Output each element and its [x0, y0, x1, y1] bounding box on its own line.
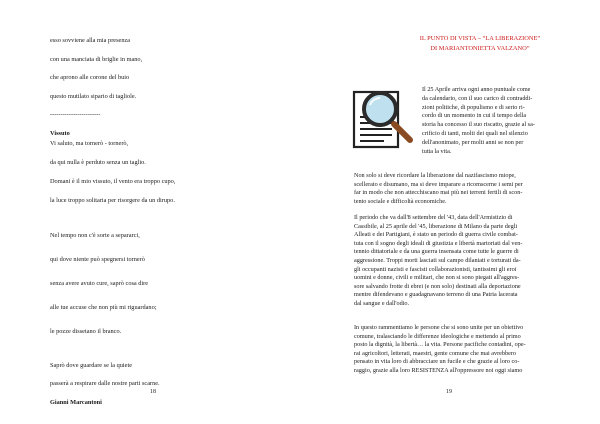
poem-line: questo mutilato sipario di tagliole.: [50, 92, 137, 100]
text-line: tento sociale e difficoltà economiche.: [354, 197, 447, 205]
text-line: uomini e donne, civili e militari, che non si sono piegati all'aggres-: [354, 274, 520, 282]
page-number-left: 18: [150, 389, 156, 395]
poem-line: Vi saluto, ma tornerò - tornerò,: [50, 139, 129, 147]
text-line: crificio di tanti, molti dei quali nel silenzio: [422, 129, 528, 137]
poem-line: qui dove niente può spegnersi tornerò: [50, 255, 145, 263]
poem-line: che aprono alle corone del buio: [50, 74, 130, 81]
poem-column: [50, 36, 290, 407]
poem-line: Nel tempo non c'è sorte a separarci,: [50, 231, 140, 239]
text-line: Il periodo che va dall'8 settembre del '43, data dell'Armistizio di: [354, 214, 513, 221]
right-page: [300, 0, 600, 424]
text-line: mentre difendevano e guadagnavano terreno di una Patria lacerata: [354, 291, 518, 299]
article-header-author: DI MARIANTONIETTA VALZANO”: [430, 45, 530, 52]
text-line: In questo rammentiamo le persone che si sono unite per un obiettivo: [354, 324, 524, 331]
article-paragraph-3: [354, 324, 568, 376]
article-paragraph-1: [354, 172, 568, 206]
text-line: storia ha concesso il suo riscatto, grazie al sa-: [422, 121, 535, 129]
poem-line: passerà a respirare dalle nostre parti scarne.: [50, 380, 160, 387]
text-line: Alleati e dei Partigiani, è stato un periodo di guerra civile combat-: [354, 231, 518, 239]
text-line: da calendario, con il suo carico di contraddi-: [422, 94, 533, 102]
text-line: dell'anonimato, per molti anni se non per: [422, 138, 524, 146]
article-intro: [422, 86, 552, 156]
article-paragraph-2: [354, 214, 568, 309]
page-number-right: 19: [446, 389, 452, 395]
text-line: sore salvando frotte di ebrei (e non solo) destinati alla deportazione: [354, 282, 521, 290]
poem-line: con una manciata di briglie in mano,: [50, 55, 143, 63]
text-line: rai agricoltori, letterati, maestri, gente comune che mai avrebbero: [354, 349, 517, 357]
separator: ------------------------: [50, 111, 101, 118]
text-line: aggressione. Troppi morti lasciati sul campo dilaniati e torturati da-: [354, 256, 521, 264]
poem-line: le pozze dissetano il branco.: [50, 327, 122, 335]
text-line: far in modo che non attecchiscano mai più nei terreni fertili di scon-: [354, 189, 523, 197]
text-line: pensato in vita loro di abbracciare un fucile e che grazie al loro co-: [354, 358, 520, 366]
text-line: raggio, grazie alla loro RESISTENZA all'oppressore noi oggi siamo: [354, 366, 523, 374]
text-line: dal sangue e dall'odio.: [354, 299, 410, 307]
poem-title: Vissuto: [50, 129, 70, 137]
text-line: posto la dignità, la libertà… la vita. Persone pacifiche contadini, ope-: [354, 341, 526, 349]
text-line: zioni politiche, di populismo e di serio ri-: [422, 103, 525, 111]
text-line: tuta con il sogno degli ideali di giustizia e libertà martoriati dal ven-: [354, 239, 523, 247]
article-header-title: IL PUNTO DI VISTA – “LA LIBERAZIONE”: [419, 35, 541, 42]
text-line: tennio dittatoriale e da una guerra insensata come tutte le guerre di: [354, 248, 519, 256]
poem-line: la luce troppo solitaria per risorgere da un dirupo.: [50, 196, 175, 204]
magnifier-document-icon: [350, 87, 416, 151]
poem-line: senza avere avuto cure, saprò cosa dire: [50, 279, 149, 287]
text-line: Cassibile, al 25 aprile del '45, liberazione di Milano da parte degli: [354, 222, 518, 230]
text-line: scellerato e disumano, ma si deve imparare a ricomscerne i semi per: [354, 180, 523, 188]
poem-line: alle tue accuse che non più mi riguardano;: [50, 303, 157, 311]
text-line: tutta la vita.: [422, 147, 452, 155]
text-line: comune, tralasciando le differenze ideologiche e mettendo al primo: [354, 332, 521, 340]
text-line: gli occupanti nazisti e fascisti collaborazionisti, tantissimi gli eroi: [354, 265, 517, 273]
text-line: cordo di un momento in cui il tempo della: [422, 112, 527, 120]
poem-line: Domani è il mio vissuto, il vento era troppo cupo,: [50, 177, 176, 185]
poem-line: Saprò dove guardare se la quiete: [50, 361, 133, 369]
poem-author: Gianni Marcantoni: [50, 398, 102, 406]
text-line: Il 25 Aprile arriva ogni anno puntuale come: [422, 86, 531, 93]
text-line: Non solo si deve ricordare la liberazione dal nazifascismo miope,: [354, 172, 516, 179]
poem-line: da qui nulla è perduto senza un taglio.: [50, 158, 146, 166]
poem-line: esso sovviene alla mia presenza: [50, 37, 131, 44]
